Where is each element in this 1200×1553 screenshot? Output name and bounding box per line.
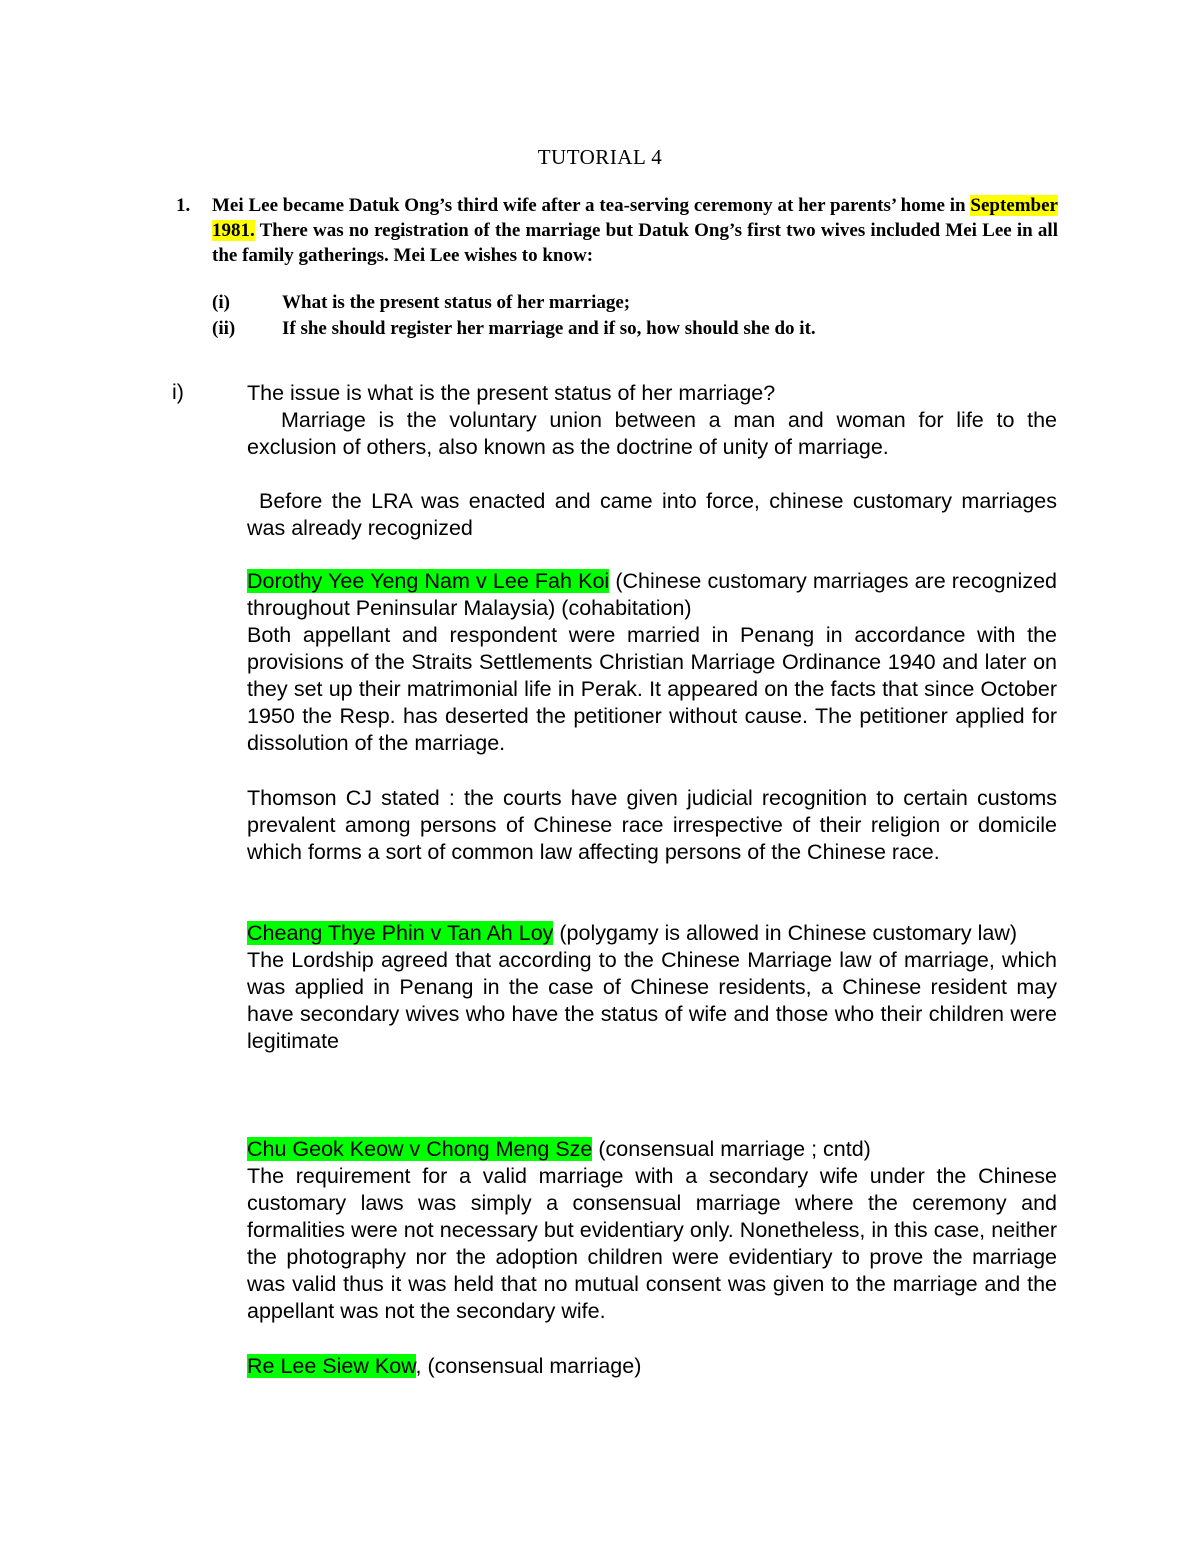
document-page: TUTORIAL 4 1. Mei Lee became Datuk Ong’s third wife after a tea-serving ceremony at her parents’ home in September 1981. There was no registration of the marriage but Datuk Ong’s first two wives included Mei Lee in all the family gatherings. Mei Lee wishes to know: (i) What is the present status of her marriage; (ii) If she should register her marriage and if so, how should she do it. i) The issue is what is the present status of her marriage? Marriage is the voluntary union between a man and woman for life to the exclusion of others, also known as the doctrine of unity of marriage. Before the LRA was enacted and came into force, chinese customary marriages was already recognized Dorothy Yee Yeng Nam v Lee Fah Koi (Chinese customary marriages are recognized throughout Peninsular Malaysia) (cohabitation) Both appellant and respondent were married in Penang in accordance with the provisions of the Straits Settlements Christian Marriage Ordinance 1940 and later on they set up their matrimonial life in Perak. It appeared on the facts that since October 1950 the Resp. has deserted the petitioner without cause. The petitioner applied for dissolution of the marriage. Thomson CJ stated : the courts have given judicial recognition to certain customs prevalent among persons of Chinese race irrespective of their religion or domicile which forms a sort of common law affecting persons of the Chinese race. Cheang Thye Phin v Tan Ah Loy (polygamy is allowed in Chinese customary law) The Lordship agreed that according to the Chinese Marriage law of marriage, which was applied in Penang in the case of Chinese residents, a Chinese resident may have secondary wives who have the status of wife and those who their children were legitimate Chu Geok Keow v Chong Meng Sze (consensual marriage ; cntd) The requirement for a valid marriage with a secondary wife under the Chinese customary laws was simply a consensual marriage where the ceremony and formalities were not necessary but evidentiary only. Nonetheless, in this case, neither the photography nor the adoption children were evidentiary to prove the marriage was valid thus it was held that no mutual consent was given to the marriage and the appellant was not the secondary wife. Re Lee Siew Kow, (consensual marriage) (0, 0, 1200, 1553)
answer-lra: Before the LRA was enacted and came into force, chinese customary marriages was already recognized (247, 489, 1057, 540)
case-dorothy: Dorothy Yee Yeng Nam v Lee Fah Koi (Chinese customary marriages are recognized throughout Peninsular Malaysia) (cohabitation) Both appellant and respondent were married in Penang in accordance with the provisions of the Straits Settlements Christian Marriage Ordinance 1940 and later on they set up their matrimonial life in Perak. It appeared on the facts that since October 1950 the Resp. has deserted the petitioner without cause. The petitioner applied for dissolution of the marriage. (247, 569, 1057, 755)
case-body: Both appellant and respondent were married in Penang in accordance with the provisions of the Straits Settlements Christian Marriage Ordinance 1940 and later on they set up their matrimonial life in Perak. It appeared on the facts that since October 1950 the Resp. has deserted the petitioner without cause. The petitioner applied for dissolution of the marriage. (247, 623, 1057, 755)
case-body: The Lordship agreed that according to the Chinese Marriage law of marriage, which was applied in Penang in the case of Chinese residents, a Chinese resident may have secondary wives who have the status of wife and those who their children were legitimate (247, 948, 1057, 1053)
case-name: Re Lee Siew Kow (247, 1354, 416, 1378)
question-text: Mei Lee became Datuk Ong’s third wife after a tea-serving ceremony at her parents’ home in September 1981. There was no registration of the marriage but Datuk Ong’s first two wives included Mei Lee in all the family gatherings. Mei Lee wishes to know: (212, 195, 1058, 266)
answer-label: i) (172, 380, 184, 404)
answer-issue: The issue is what is the present status of her marriage? (247, 381, 776, 405)
answer-definition: Marriage is the voluntary union between a man and woman for life to the exclusion of others, also known as the doctrine of unity of marriage. (247, 408, 1057, 459)
case-chu: Chu Geok Keow v Chong Meng Sze (consensual marriage ; cntd) The requirement for a valid marriage with a secondary wife under the Chinese customary laws was simply a consensual marriage where the ceremony and formalities were not necessary but evidentiary only. Nonetheless, in this case, neither the photography nor the adoption children were evidentiary to prove the marriage was valid thus it was held that no mutual consent was given to the marriage and the appellant was not the secondary wife. (247, 1137, 1057, 1323)
case-re-lee: Re Lee Siew Kow, (consensual marriage) (247, 1354, 642, 1378)
case-cheang: Cheang Thye Phin v Tan Ah Loy (polygamy is allowed in Chinese customary law) The Lordship agreed that according to the Chinese Marriage law of marriage, which was applied in Penang in the case of Chinese residents, a Chinese resident may have secondary wives who have the status of wife and those who their children were legitimate (247, 921, 1057, 1053)
case-name: Dorothy Yee Yeng Nam v Lee Fah Koi (247, 569, 610, 593)
thomson-statement: Thomson CJ stated : the courts have given judicial recognition to certain customs prevalent among persons of Chinese race irrespective of their religion or domicile which forms a sort of common law affecting persons of the Chinese race. (247, 786, 1057, 864)
question-number: 1. (176, 195, 191, 216)
page-title: TUTORIAL 4 (537, 145, 663, 169)
case-name: Chu Geok Keow v Chong Meng Sze (247, 1137, 593, 1161)
highlighted-date: September 1981. (212, 195, 1058, 241)
case-body: The requirement for a valid marriage with a secondary wife under the Chinese customary laws was simply a consensual marriage where the ceremony and formalities were not necessary but evidentiary only. Nonetheless, in this case, neither the photography nor the adoption children were evidentiary to prove the marriage was valid thus it was held that no mutual consent was given to the marriage and the appellant was not the secondary wife. (247, 1164, 1057, 1323)
case-name: Cheang Thye Phin v Tan Ah Loy (247, 921, 554, 945)
